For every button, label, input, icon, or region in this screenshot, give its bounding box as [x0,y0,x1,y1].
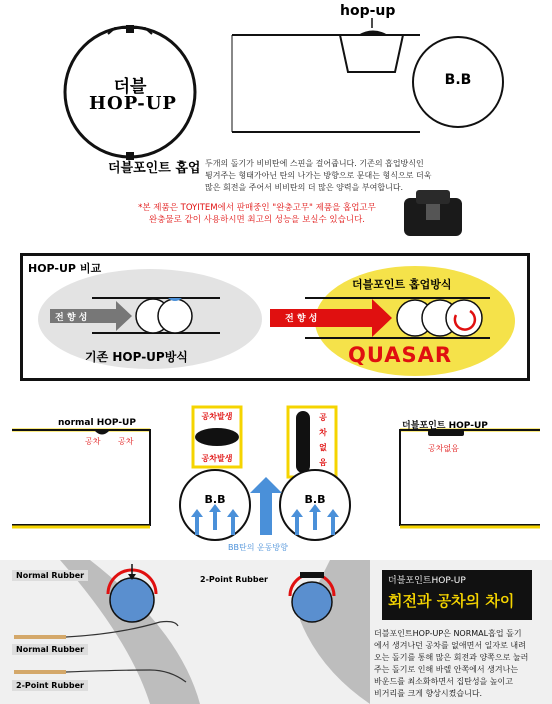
normal-error-2: 공차 [118,437,134,446]
ellipse-nub [195,428,239,446]
double-error: 공차없음 [428,444,459,453]
section-title: 더블포인트 홉업 [108,161,201,176]
right-arrow-label: 전 향 성 [285,314,318,324]
description-line: 튕겨주는 형태가아닌 탄의 나가는 방향으로 문대는 형식으로 더욱 [205,171,432,180]
notice-line: 완충물로 같이 사용하시면 최고의 성능을 보실수 있습니다. [149,215,365,225]
box2-label [313,410,333,470]
rubber-product-image [404,190,462,236]
label-normal-rubber-2: Normal Rubber [12,644,88,655]
motion-arrow-icon [250,477,282,535]
label-2point-rubber-1: 2-Point Rubber [200,575,268,584]
circle-title-en: HOP-UP [89,93,177,114]
normal-title: normal HOP-UP [58,418,136,428]
normal-error-1: 공차 [85,437,101,446]
bb-blue-left [110,578,154,622]
hopup-label: hop-up [340,3,396,19]
normal-nub [94,430,110,435]
box2-char: 차 [319,428,327,437]
motion-label: BB탄의 운동방향 [228,543,288,552]
paragraph-line: 에서 생겨나던 공차를 없애면서 일자로 내려 [374,641,526,650]
paragraph-line: 주는 돌기로 인해 바렐 안쪽에서 생겨나는 [374,665,519,674]
bb-left-2 [158,299,192,333]
bb1-label: B.B [204,493,226,506]
left-caption: 기존 HOP-UP방식 [85,350,188,364]
header-big: 회전과 공차의 차이 [388,592,515,610]
double-title: 더블포인트 HOP-UP [402,421,488,431]
left-arrow-label: 전 향 성 [55,313,88,323]
bb2-label: B.B [304,493,326,506]
label-normal-rubber-1: Normal Rubber [12,570,88,581]
description-line: 많은 회전을 주어서 비비탄의 더 많은 양력을 부여합니다. [205,183,404,192]
bottom-paragraph [374,628,544,700]
box1-bottom-label: 공차발생 [201,454,233,463]
box2-char: 공 [319,413,327,422]
description-line: 두개의 돌기가 비비탄에 스핀을 걸어줍니다. 기존의 홉업방식인 [205,159,424,168]
box2-char: 없 [319,443,327,452]
paragraph-line: 비거리를 크게 향상시켰습니다. [374,689,483,698]
right-title: 더블포인트 홉업방식 [352,278,452,291]
paragraph-line: 오는 돌기를 통해 많은 회전과 양쪽으로 눌러 [374,653,529,662]
hopup-nub [358,31,388,36]
paragraph-line: 바운드를 최소화하면서 집탄성을 높이고 [374,677,514,686]
compare-title: HOP-UP 비교 [28,262,102,275]
hopup-chamber [340,35,403,72]
box2-char: 음 [319,458,327,467]
notice-block [112,202,402,226]
bb-blue-right [292,582,332,622]
header-small: 더블포인트HOP-UP [388,576,466,586]
brand-label: QUASAR [348,343,453,367]
box1-top-label: 공차발생 [201,412,233,421]
bb-label: B.B [444,72,472,88]
description-block [205,158,450,194]
pill-nub [296,411,310,473]
notice-line: *본 제품은 TOYITEM에서 판매중인 "완충고무" 제품을 홉업고무 [138,203,376,213]
paragraph-line: 더블포인트HOP-UP은 NORMAL홉업 돌기 [374,629,522,638]
circle-title-kr: 더블 [113,77,147,97]
label-2point-rubber-2: 2-Point Rubber [12,680,88,691]
